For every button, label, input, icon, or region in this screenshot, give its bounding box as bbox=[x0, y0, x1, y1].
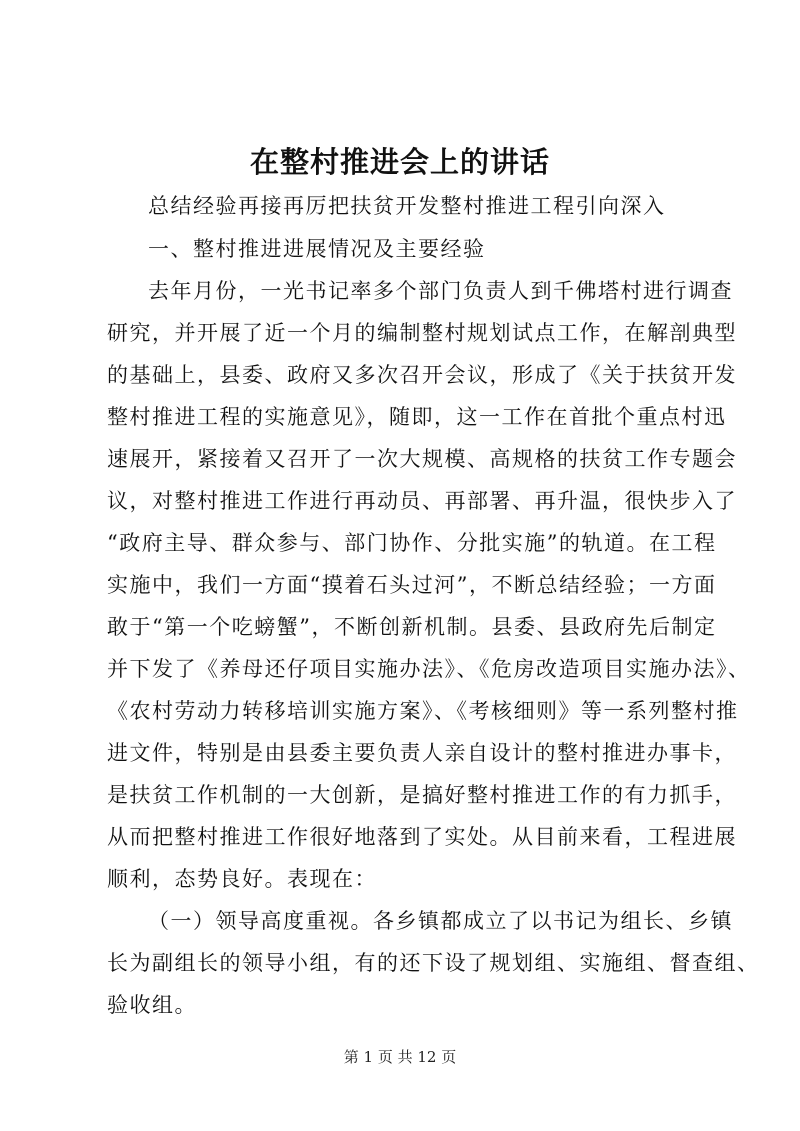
paragraph-line: 速展开，紧接着又召开了一次大规模、高规格的扶贫工作专题会 bbox=[107, 447, 737, 471]
paragraph-line: 整村推进工程的实施意见》，随即，这一工作在首批个重点村迅 bbox=[107, 405, 727, 429]
subtitle-line: 总结经验再接再厉把扶贫开发整村推进工程引向深入 bbox=[148, 194, 666, 218]
paragraph-line: 的基础上，县委、政府又多次召开会议，形成了《关于扶贫开发 bbox=[107, 363, 737, 387]
paragraph-line: 进文件，特别是由县委主要负责人亲自设计的整村推进办事卡， bbox=[107, 741, 737, 765]
section-heading: 一、整村推进进展情况及主要经验 bbox=[148, 237, 486, 261]
page-number: 第 1 页 共 12 页 bbox=[343, 1048, 457, 1066]
page-title: 在整村推进会上的讲话 bbox=[249, 145, 550, 179]
paragraph-line: 验收组。 bbox=[107, 993, 197, 1017]
paragraph-line: 顺利，态势良好。表现在： bbox=[107, 867, 377, 891]
paragraph-line: 从而把整村推进工作很好地落到了实处。从目前来看，工程进展 bbox=[107, 825, 737, 849]
paragraph-line: 议，对整村推进工作进行再动员、再部署、再升温，很快步入了 bbox=[107, 489, 737, 513]
paragraph-line: 长为副组长的领导小组，有的还下设了规划组、实施组、督查组、 bbox=[107, 951, 760, 975]
paragraph-line: “政府主导、群众参与、部门协作、分批实施”的轨道。在工程 bbox=[107, 531, 717, 555]
paragraph-line: 并下发了《养母还仔项目实施办法》、《危房改造项目实施办法》、 bbox=[107, 657, 751, 681]
paragraph-line: 《农村劳动力转移培训实施方案》、《考核细则》等一系列整村推 bbox=[107, 699, 739, 723]
paragraph-line: 实施中，我们一方面“摸着石头过河”，不断总结经验；一方面 bbox=[107, 573, 717, 597]
paragraph-line: 是扶贫工作机制的一大创新，是搞好整村推进工作的有力抓手， bbox=[107, 783, 737, 807]
paragraph-line: 敢于“第一个吃螃蟹”，不断创新机制。县委、县政府先后制定 bbox=[107, 615, 717, 639]
paragraph-line: （一）领导高度重视。各乡镇都成立了以书记为组长、乡镇 bbox=[148, 909, 733, 933]
paragraph-line: 研究，并开展了近一个月的编制整村规划试点工作，在解剖典型 bbox=[107, 321, 737, 345]
paragraph-line: 去年月份，一光书记率多个部门负责人到千佛塔村进行调查 bbox=[148, 279, 733, 303]
